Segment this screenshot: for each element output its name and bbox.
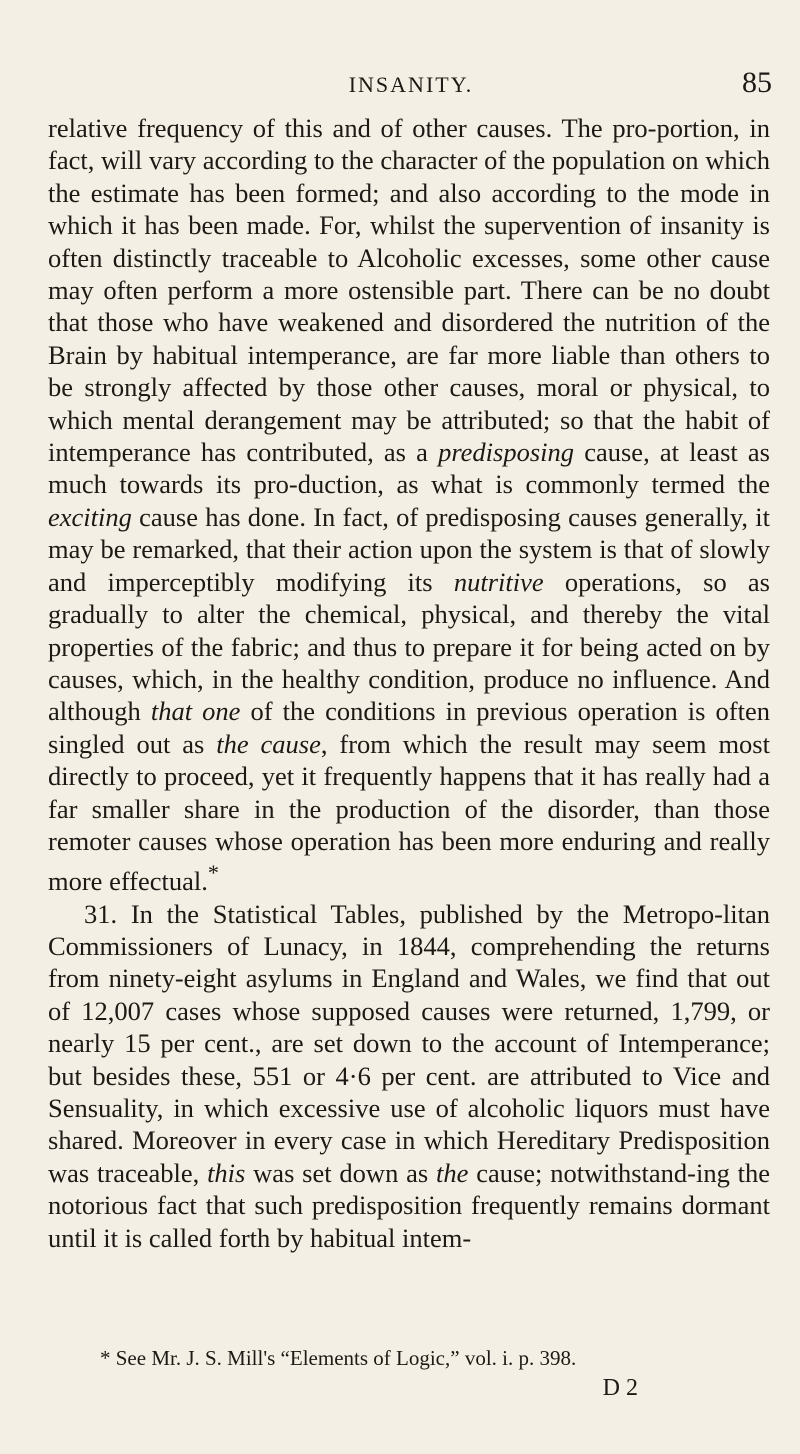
paragraph-1-emphasis-5: the cause: [216, 728, 321, 759]
paragraph-1-text-6: , from which the result may seem most directly to proceed, yet it frequently happens that it has really had a far smaller share in the production of the disorder, than those remoter causes whose operation has been more enduring and really more effectual.: [48, 728, 770, 897]
paragraph-1-text-4: operations, so as gradually to alter the chemical, physical, and thereby the vital properties of the fabric; and thus to prepare it for being acted on by causes, which, in the healthy condition, produce no influence. And although: [48, 566, 770, 727]
paragraph-31: [48, 898, 770, 1254]
paragraph-continuation: [48, 112, 770, 898]
paragraph-2-text-3: cause; notwithstand-ing the notorious fact that such predisposition frequently remains dormant until it is called forth by habitual intem-: [48, 1157, 770, 1253]
footnote-area: [48, 1343, 770, 1403]
signature-mark: D 2: [602, 1375, 638, 1401]
footnote: [48, 1343, 770, 1373]
running-head: [50, 66, 772, 104]
running-title: INSANITY.: [348, 72, 474, 97]
paragraph-2-text-2: was set down as: [245, 1157, 437, 1188]
footnote-text: See Mr. J. S. Mill's “Elements of Logic,” vol. i. p. 398.: [115, 1346, 577, 1370]
body-text: [48, 112, 770, 1254]
page-number: 85: [742, 66, 772, 99]
paragraph-1-text-5: of the conditions in previous operation is often singled out as: [48, 696, 770, 759]
paragraph-1-text-1: relative frequency of this and of other causes. The pro-portion, in fact, will vary according to the character of the population on which the estimate has been formed; and also according to the mode in which it has been made. For, whilst the supervention of insanity is often distinctly traceable to Alcoholic excesses, some other cause may often perform a more ostensible part. There can be no doubt that those who have weakened and disordered the nutrition of the Brain by habitual intemperance, are far more liable than others to be strongly affected by those other causes, moral or physical, to which mental derangement may be attributed; so that the habit of intemperance has contributed, as a: [48, 113, 770, 468]
footnote-marker: *: [100, 1346, 111, 1370]
paragraph-1-emphasis-2: exciting: [48, 501, 132, 532]
paragraph-1-text-2: cause, at least as much towards its pro-duction, as what is commonly termed the: [48, 437, 770, 500]
paragraph-2-emphasis-2: the: [436, 1157, 469, 1188]
footnote-reference[interactable]: *: [207, 860, 219, 886]
paragraph-1-emphasis-4: that one: [150, 696, 241, 727]
paragraph-1-text-3: cause has done. In fact, of predisposing causes generally, it may be remarked, that their action upon the system is that of slowly and imperceptibly modifying its: [48, 501, 770, 597]
paragraph-2-text-1: 31. In the Statistical Tables, published by the Metropo-litan Commissioners of Lunacy, in 1844, comprehending the returns from ninety-eight asylums in England and Wales, we find that out of 12,007 cases whose supposed causes were returned, 1,799, or nearly 15 per cent., are set down to the account of Intemperance; but besides these, 551 or 4·6 per cent. are attributed to Vice and Sensuality, in which excessive use of alcoholic liquors must have shared. Moreover in every case in which Hereditary Predisposition was traceable,: [48, 898, 770, 1188]
paragraph-1-emphasis-3: nutritive: [453, 566, 544, 597]
paragraph-2-emphasis-1: this: [207, 1157, 246, 1188]
paragraph-1-emphasis-1: predisposing: [438, 437, 575, 468]
